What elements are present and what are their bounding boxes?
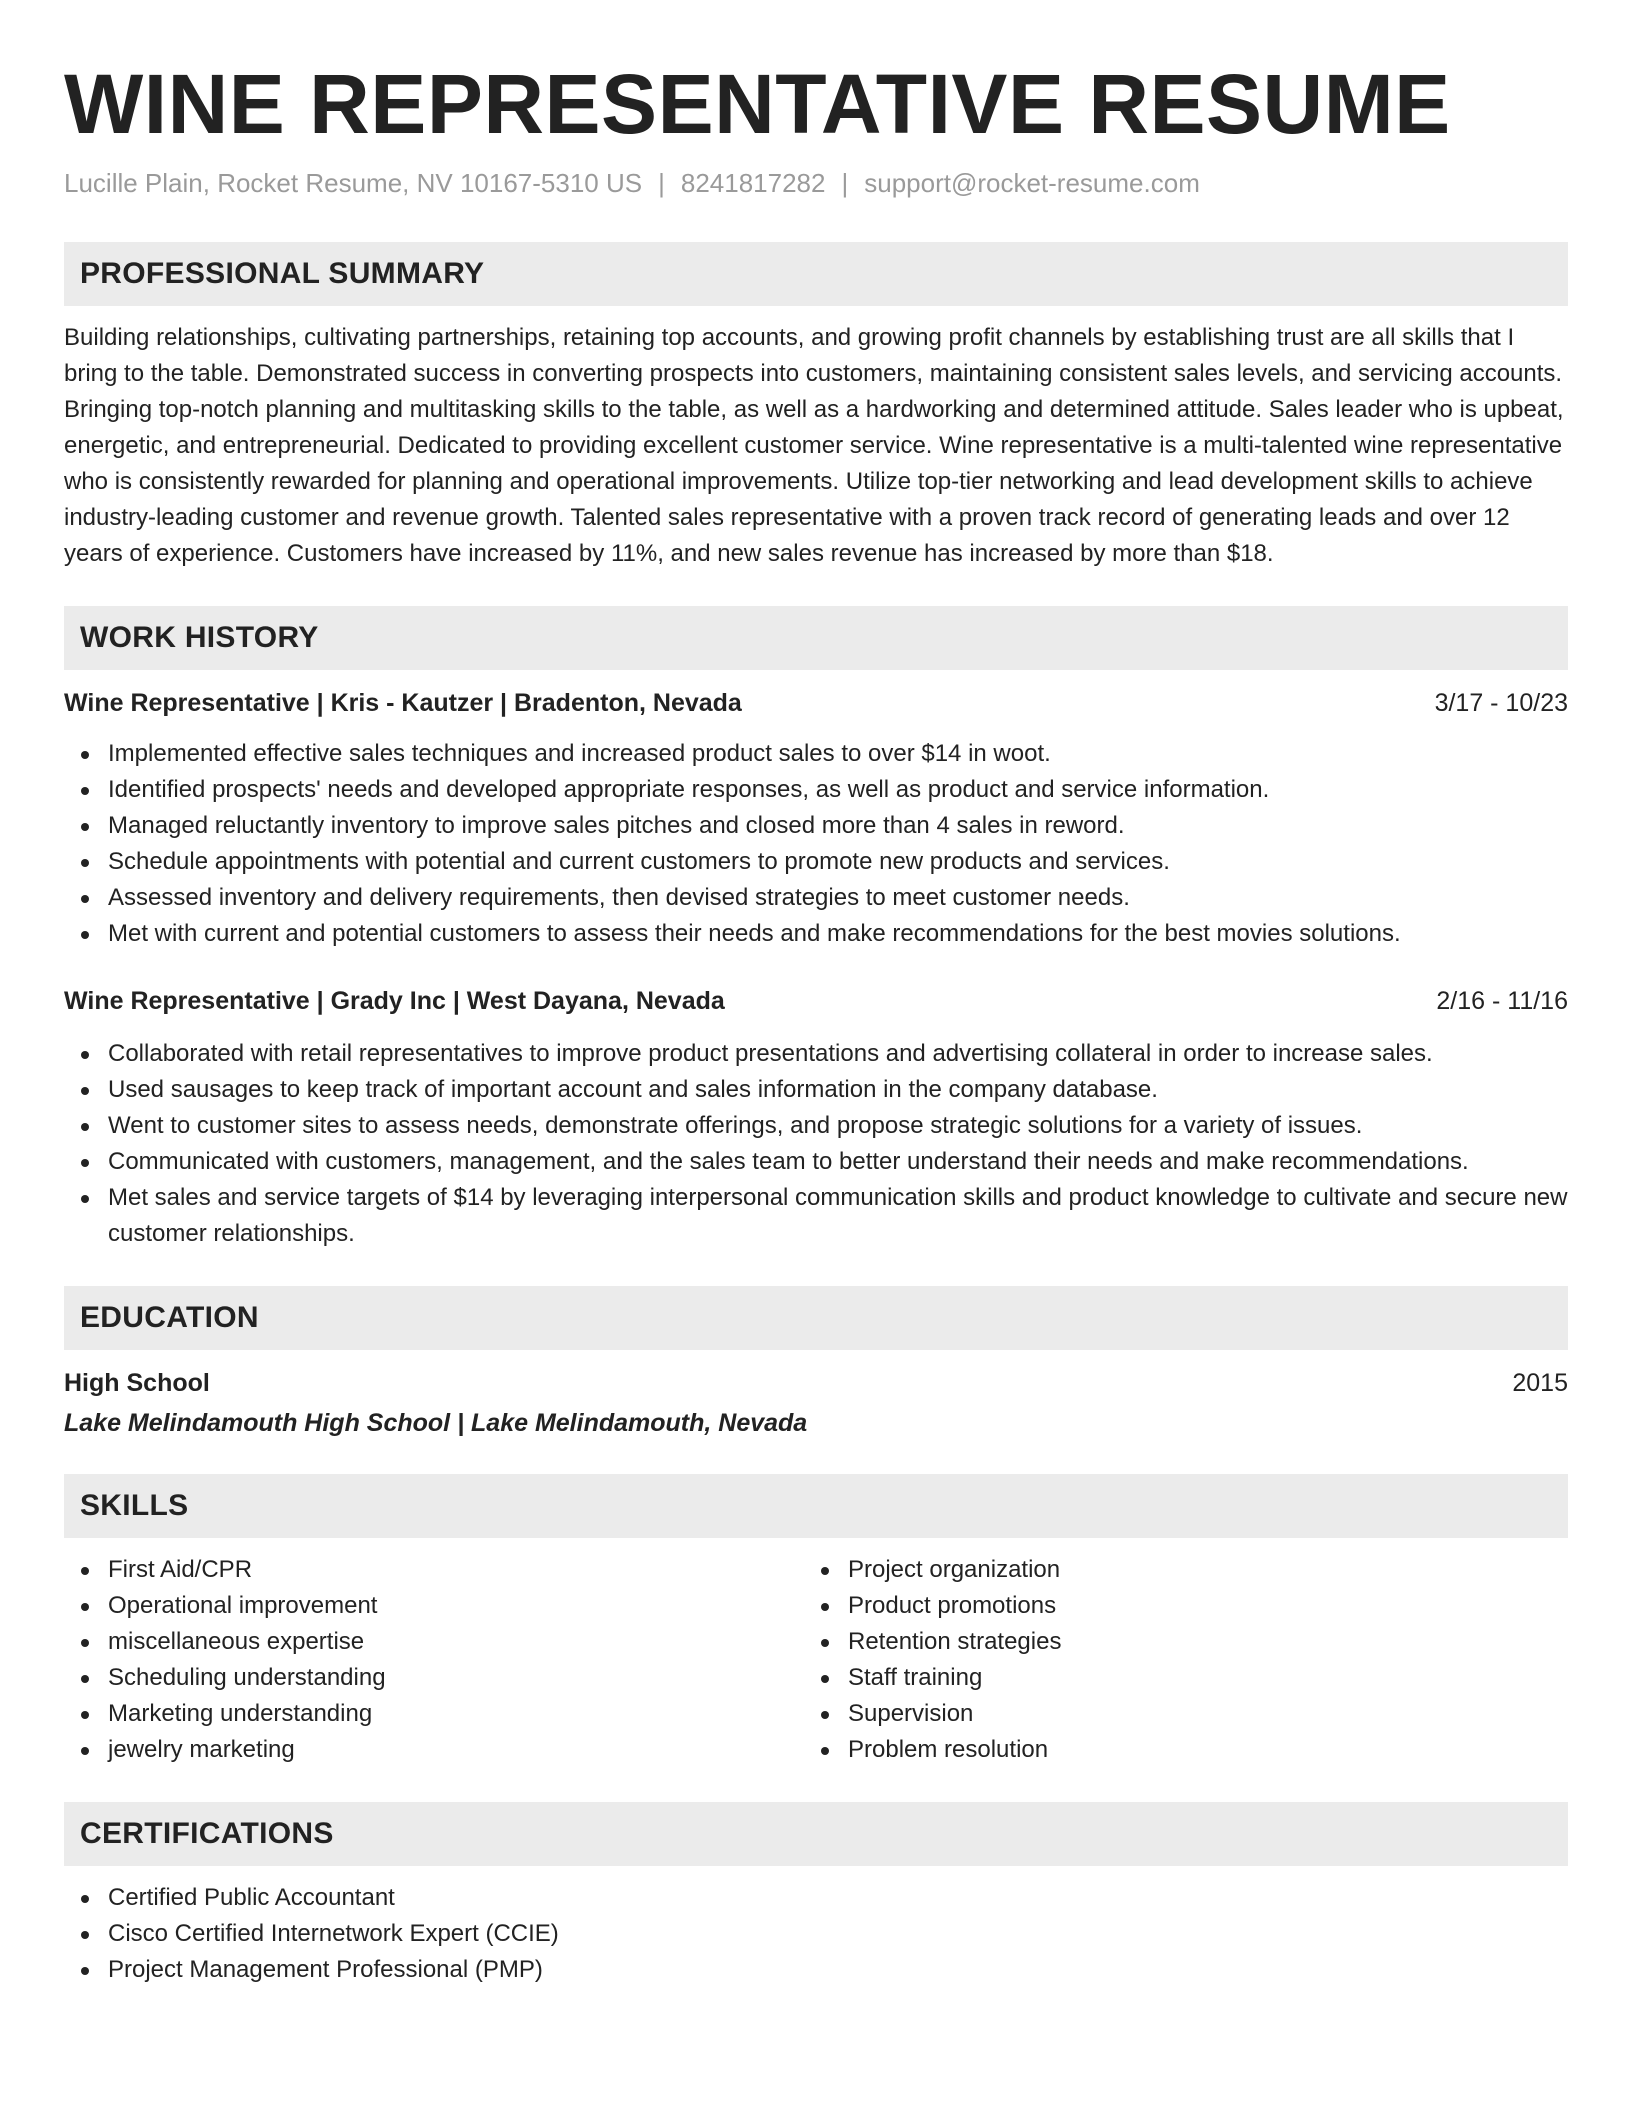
skill-item: Retention strategies [804, 1624, 1544, 1660]
job-bullet: Used sausages to keep track of important account and sales information in the company database. [64, 1072, 1568, 1108]
job-entry [64, 686, 1568, 952]
contact-email: support@rocket-resume.com [864, 168, 1200, 198]
education-entry [64, 1366, 1568, 1440]
section-header-work-history: WORK HISTORY [64, 606, 1568, 670]
summary-text: Building relationships, cultivating partnerships, retaining top accounts, and growing profit channels by establishing trust are all skills that I bring to the table. Demonstrated success in converting prospects into customers, maintaining consistent sales levels, and servicing accounts. Bringing top-notch planning and multitasking skills to the table, as well as a hardworking and determined attitude. Sales leader who is upbeat, energetic, and entrepreneurial. Dedicated to providing excellent customer service. Wine representative is a multi-talented wine representative who is consistently rewarded for planning and operational improvements. Utilize top-tier networking and lead development skills to achieve industry-leading customer and revenue growth. Talented sales representative with a proven track record of generating leads and over 12 years of experience. Customers have increased by 11%, and new sales revenue has increased by more than $18. [64, 324, 1564, 567]
education-heading [64, 1366, 1568, 1400]
job-bullet: Identified prospects' needs and developed appropriate responses, as well as product and service information. [64, 772, 1568, 808]
job-bullet: Schedule appointments with potential and current customers to promote new products and services. [64, 844, 1568, 880]
skills-list-right [804, 1552, 1544, 1768]
contact-address: Lucille Plain, Rocket Resume, NV 10167-5310 US [64, 168, 643, 198]
job-bullet: Managed reluctantly inventory to improve sales pitches and closed more than 4 sales in reword. [64, 808, 1568, 844]
contact-phone: 8241817282 [680, 168, 826, 198]
job-bullet: Implemented effective sales techniques and increased product sales to over $14 in woot. [64, 736, 1568, 772]
job-title: Wine Representative | Kris - Kautzer | Bradenton, Nevada [64, 689, 742, 717]
education-school: Lake Melindamouth High School | Lake Melindamouth, Nevada [64, 1409, 808, 1437]
job-bullet-list [64, 1036, 1568, 1252]
skill-item: Scheduling understanding [64, 1660, 804, 1696]
job-bullet-list [64, 736, 1568, 952]
job-dates: 3/17 - 10/23 [1434, 689, 1568, 717]
job-heading [64, 686, 1568, 720]
job-bullet: Collaborated with retail representatives to improve product presentations and advertising collateral in order to increase sales. [64, 1036, 1568, 1072]
job-bullet: Assessed inventory and delivery requirements, then devised strategies to meet customer needs. [64, 880, 1568, 916]
contact-separator: | [841, 168, 849, 198]
contact-line [64, 166, 1568, 200]
skills-grid [64, 1552, 1568, 1768]
job-heading [64, 984, 1568, 1018]
job-bullet: Communicated with customers, management, and the sales team to better understand their needs and make recommendations. [64, 1144, 1568, 1180]
skill-item: Marketing understanding [64, 1696, 804, 1732]
contact-separator: | [658, 168, 665, 198]
job-bullet: Met sales and service targets of $14 by leveraging interpersonal communication skills and product knowledge to cultivate and secure new customer relationships. [64, 1180, 1568, 1252]
certification-item: Project Management Professional (PMP) [64, 1952, 1568, 1988]
skill-item: Operational improvement [64, 1588, 804, 1624]
certifications-list [64, 1880, 1568, 1988]
skill-item: miscellaneous expertise [64, 1624, 804, 1660]
skill-item: Problem resolution [804, 1732, 1544, 1768]
certification-item: Cisco Certified Internetwork Expert (CCIE) [64, 1916, 1568, 1952]
education-year: 2015 [1512, 1369, 1568, 1397]
resume-title: WINE REPRESENTATIVE RESUME [64, 57, 1451, 151]
skill-item: Supervision [804, 1696, 1544, 1732]
section-header-skills: SKILLS [64, 1474, 1568, 1538]
certification-item: Certified Public Accountant [64, 1880, 1568, 1916]
section-header-certifications: CERTIFICATIONS [64, 1802, 1568, 1866]
section-header-education: EDUCATION [64, 1286, 1568, 1350]
education-degree: High School [64, 1369, 210, 1397]
skill-item: First Aid/CPR [64, 1552, 804, 1588]
job-bullet: Went to customer sites to assess needs, demonstrate offerings, and propose strategic solutions for a variety of issues. [64, 1108, 1568, 1144]
job-entry [64, 984, 1568, 1252]
job-dates: 2/16 - 11/16 [1436, 987, 1568, 1015]
skill-item: jewelry marketing [64, 1732, 804, 1768]
skill-item: Project organization [804, 1552, 1544, 1588]
job-bullet: Met with current and potential customers to assess their needs and make recommendations for the best movies solutions. [64, 916, 1568, 952]
section-header-summary: PROFESSIONAL SUMMARY [64, 242, 1568, 306]
skills-list-left [64, 1552, 804, 1768]
job-title: Wine Representative | Grady Inc | West Dayana, Nevada [64, 987, 725, 1015]
skill-item: Product promotions [804, 1588, 1544, 1624]
skill-item: Staff training [804, 1660, 1544, 1696]
